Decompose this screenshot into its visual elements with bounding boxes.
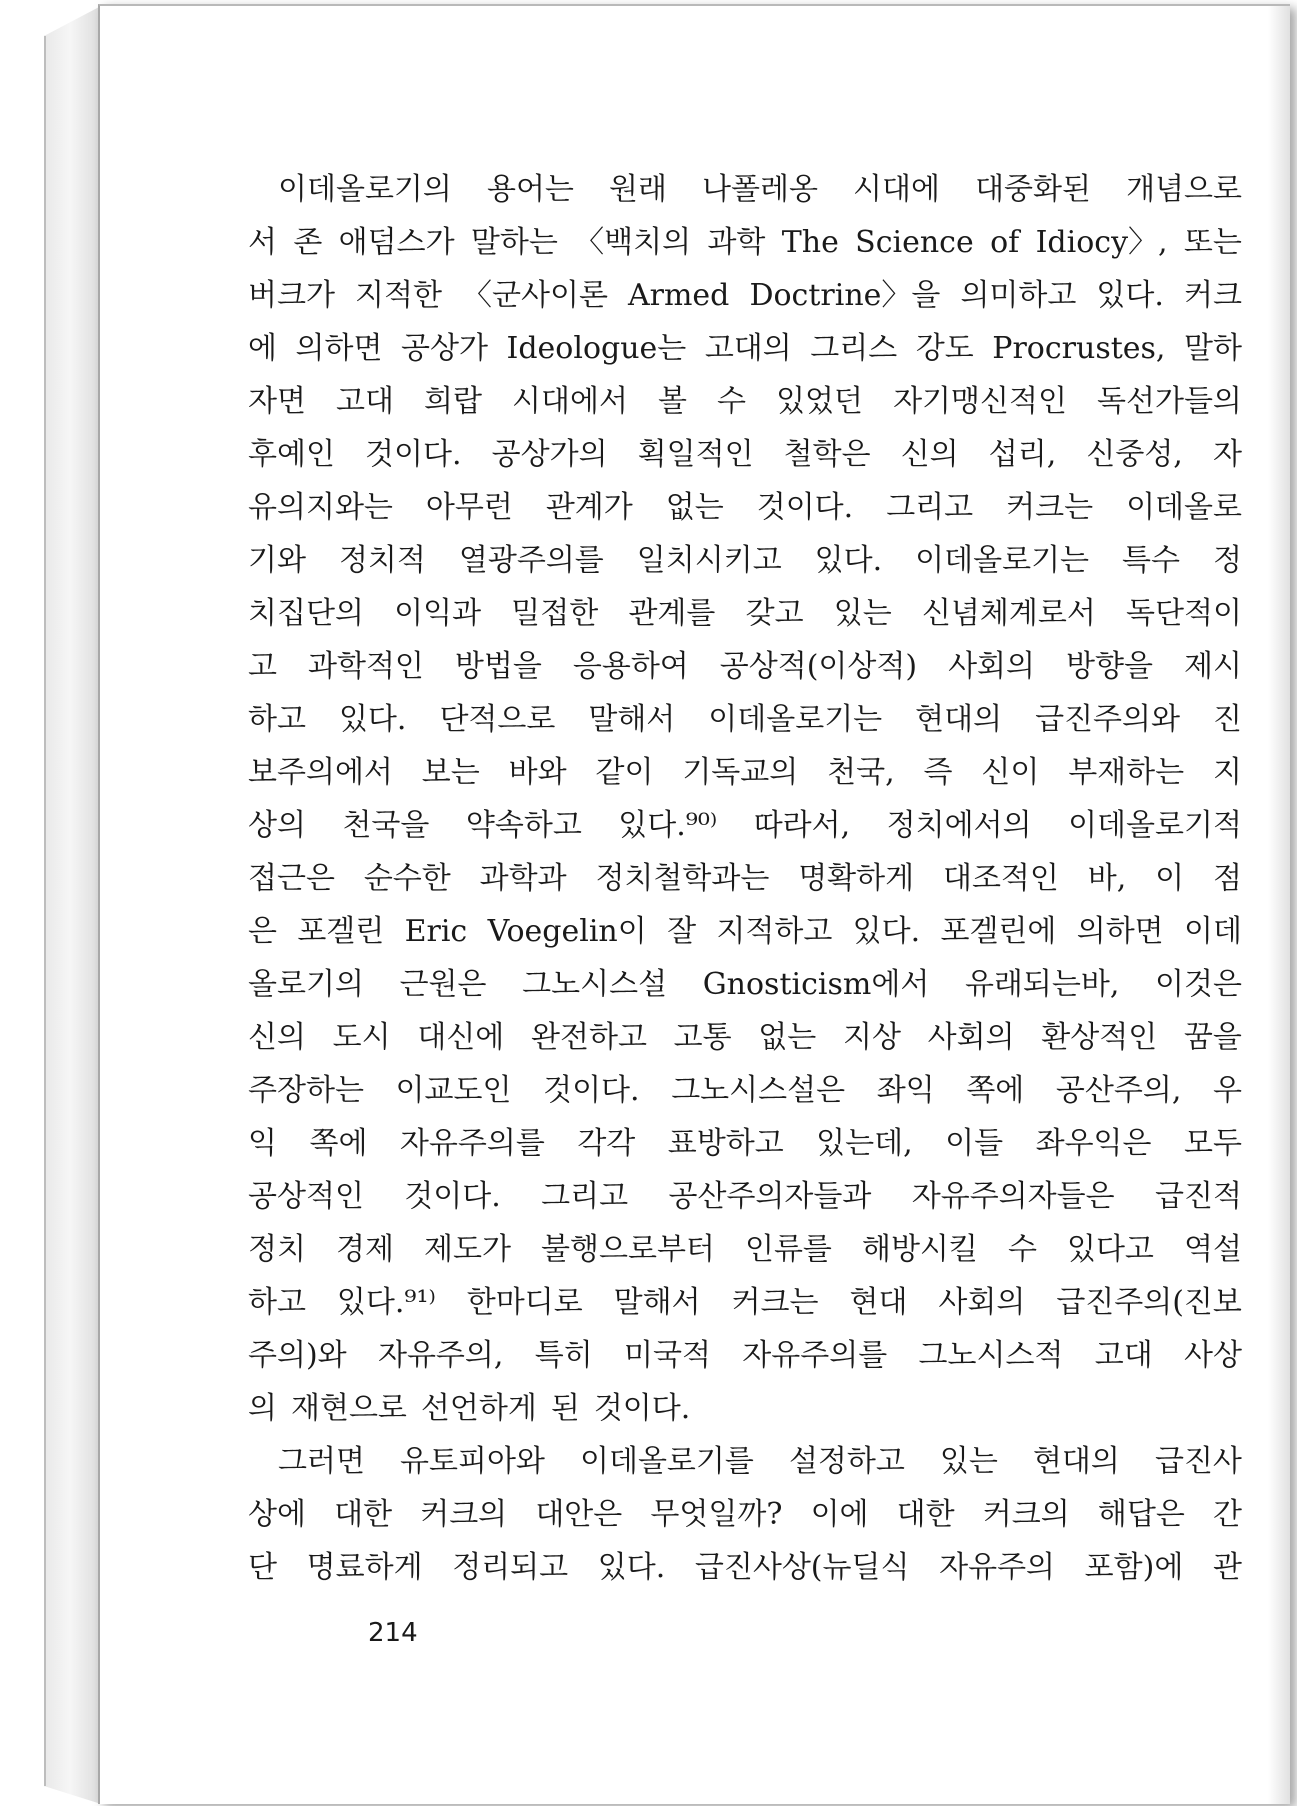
word: 유래되는바, xyxy=(964,967,1120,1002)
word: 자 xyxy=(1212,437,1242,472)
word: 이데올로기의 xyxy=(278,172,452,207)
word: 과학적인 xyxy=(307,649,424,684)
word: 쪽에 xyxy=(966,1073,1025,1108)
word: 없는 xyxy=(665,490,724,525)
word: 공상가의 xyxy=(491,437,608,472)
word: 강도 xyxy=(915,331,974,366)
word: 것이다. xyxy=(756,490,854,525)
word: 즉 xyxy=(923,755,953,790)
word: 선언하게 xyxy=(420,1391,537,1426)
word: 지 xyxy=(1212,755,1242,790)
word: 용어는 xyxy=(486,172,574,207)
word: 상에 xyxy=(248,1497,306,1532)
word: 이것은 xyxy=(1155,967,1242,1002)
word: 의하면 xyxy=(295,331,383,366)
word: 간 xyxy=(1212,1497,1242,1532)
word: 경제 xyxy=(336,1232,394,1267)
word: 방향을 xyxy=(1066,649,1153,684)
text-line xyxy=(248,1436,1242,1489)
word: 수 xyxy=(1007,1232,1037,1267)
word: 사회의 xyxy=(938,1285,1026,1320)
word: 대중화된 xyxy=(975,172,1091,207)
word: 신이 xyxy=(981,755,1040,790)
word: 있다고 xyxy=(1066,1232,1154,1267)
word: 이익과 xyxy=(394,596,482,631)
word: 대한 xyxy=(334,1497,393,1532)
word: 밀접한 xyxy=(511,596,599,631)
text-line xyxy=(248,1171,1242,1224)
word: Idiocy〉, xyxy=(1035,225,1168,260)
word: 진 xyxy=(1212,702,1242,737)
word: 커크 xyxy=(1183,278,1242,313)
word: 서 xyxy=(248,225,277,260)
word: 열광주의를 xyxy=(458,543,604,578)
word: 따라서, xyxy=(753,808,851,843)
word: Doctrine〉을 xyxy=(749,278,941,313)
word: 급진주의(진보 xyxy=(1056,1285,1242,1320)
word: 정치철학과는 xyxy=(595,861,770,896)
text-line xyxy=(248,1224,1242,1277)
word: 〈군사이론 xyxy=(462,278,608,313)
word: 사회의 xyxy=(927,1020,1015,1055)
word: 그리스 xyxy=(810,331,898,366)
word: 쪽에 xyxy=(309,1126,368,1161)
word: 있다.⁹⁰⁾ xyxy=(618,808,718,843)
word: 이데올로기는 xyxy=(915,543,1090,578)
word: of xyxy=(990,225,1020,260)
word: 그노시스설은 xyxy=(671,1073,846,1108)
word: 희랍 xyxy=(424,384,482,419)
word: Voegelin이 xyxy=(487,914,647,949)
word: 자유주의를 xyxy=(399,1126,545,1161)
text-line xyxy=(248,217,1242,270)
word: 신념체계로서 xyxy=(921,596,1096,631)
word: 독단적이 xyxy=(1126,596,1242,631)
word: 자유주의 xyxy=(939,1550,1056,1585)
text-line xyxy=(248,694,1242,747)
word: 역설 xyxy=(1183,1232,1242,1267)
word: 버크가 xyxy=(248,278,335,313)
word: 또는 xyxy=(1183,225,1242,260)
word: 해방시킬 xyxy=(861,1232,978,1267)
word: 공상적(이상적) xyxy=(719,649,918,684)
word: 수 xyxy=(717,384,747,419)
word: 천국, xyxy=(827,755,895,790)
word: 그러면 xyxy=(278,1444,365,1479)
word: 존 xyxy=(293,225,323,260)
word: 에 xyxy=(248,331,277,366)
word: 현대 xyxy=(849,1285,908,1320)
word: 올로기의 xyxy=(248,967,364,1002)
word: 우 xyxy=(1213,1073,1242,1108)
word: The xyxy=(781,225,839,260)
word: 신의 xyxy=(900,437,959,472)
word: 포함)에 xyxy=(1084,1550,1184,1585)
word: 이교도인 xyxy=(395,1073,512,1108)
word: 대한 xyxy=(896,1497,955,1532)
word: 고대 xyxy=(336,384,394,419)
word: 〈백치의 xyxy=(574,225,692,260)
word: 정치적 xyxy=(338,543,426,578)
word: 보주의에서 xyxy=(248,755,393,790)
word: 완전하고 xyxy=(531,1020,647,1055)
text-line xyxy=(248,1330,1242,1383)
word: 상의 xyxy=(248,808,306,843)
word: 관계를 xyxy=(628,596,716,631)
word: 신중성, xyxy=(1086,437,1183,472)
word: 과학과 xyxy=(479,861,567,896)
word: 유의지와는 xyxy=(248,490,393,525)
word: 갖고 xyxy=(745,596,804,631)
word: 포겔린 xyxy=(297,914,385,949)
word: 있는 xyxy=(939,1444,998,1479)
word: 현대의 xyxy=(1032,1444,1120,1479)
word: 명확하게 xyxy=(798,861,915,896)
word: 것이다. xyxy=(404,1179,501,1214)
word: 시대에서 xyxy=(512,384,628,419)
word: 단적으로 xyxy=(439,702,556,737)
word: 바와 xyxy=(508,755,567,790)
book-spine-edge xyxy=(44,36,46,1786)
word: 접근은 xyxy=(248,861,335,896)
word: 사회의 xyxy=(948,649,1036,684)
word: 그리고 xyxy=(541,1179,629,1214)
word: 공상가 xyxy=(401,331,488,366)
word: 이들 xyxy=(945,1126,1004,1161)
word: 개념으로 xyxy=(1126,172,1242,207)
word: 은 xyxy=(248,914,277,949)
word: 응용하여 xyxy=(572,649,689,684)
word: 관 xyxy=(1212,1550,1242,1585)
word: 고통 xyxy=(673,1020,732,1055)
word: 섭리, xyxy=(988,437,1057,472)
word: 재현으로 xyxy=(290,1391,407,1426)
word: 것이다. xyxy=(365,437,462,472)
word: Gnosticism에서 xyxy=(702,967,930,1002)
word: 좌익 xyxy=(876,1073,935,1108)
text-line xyxy=(248,1383,1242,1436)
word: 시대에 xyxy=(853,172,940,207)
word: 이데올로기적 xyxy=(1068,808,1242,843)
word: 고대의 xyxy=(704,331,792,366)
word: 환상적인 xyxy=(1041,1020,1158,1055)
word: 미국적 xyxy=(624,1338,711,1373)
text-line xyxy=(248,1277,1242,1330)
word: 설정하고 xyxy=(788,1444,905,1479)
text-line xyxy=(248,906,1242,959)
word: 볼 xyxy=(658,384,687,419)
word: 그노시스적 xyxy=(918,1338,1064,1373)
word: 정리되고 xyxy=(452,1550,569,1585)
word: 신의 xyxy=(248,1020,306,1055)
word: 커크는 xyxy=(1006,490,1094,525)
word: 제도가 xyxy=(424,1232,511,1267)
word: 고대 xyxy=(1094,1338,1153,1373)
word: 모두 xyxy=(1184,1126,1242,1161)
word: 약속하고 xyxy=(465,808,582,843)
word: 치집단의 xyxy=(248,596,364,631)
word: 근원은 xyxy=(399,967,487,1002)
word: 주장하는 xyxy=(248,1073,364,1108)
word: 무엇일까? xyxy=(650,1497,783,1532)
word: 급진사 xyxy=(1154,1444,1242,1479)
word: 아무런 xyxy=(425,490,513,525)
word: 획일적인 xyxy=(637,437,754,472)
word: 기독교의 xyxy=(682,755,799,790)
word: 자면 xyxy=(248,384,306,419)
word: 있는데, xyxy=(816,1126,913,1161)
word: Armed xyxy=(627,278,730,313)
word: 자기맹신적인 xyxy=(893,384,1067,419)
page-edge-shadow xyxy=(1268,6,1290,1804)
word: 말하 xyxy=(1184,331,1242,366)
word: 애덤스가 xyxy=(338,225,455,260)
word: 있었던 xyxy=(776,384,864,419)
word: 있다. xyxy=(1096,278,1164,313)
word: 이데올로기를 xyxy=(579,1444,754,1479)
word: 바, xyxy=(1087,861,1127,896)
word: 도시 xyxy=(332,1020,391,1055)
word: 일치시키고 xyxy=(636,543,782,578)
word: Procrustes, xyxy=(992,331,1166,366)
word: 이데 xyxy=(1184,914,1242,949)
word: 있다. xyxy=(852,914,921,949)
book-spine xyxy=(44,6,101,1804)
text-line xyxy=(248,641,1242,694)
word: 부재하는 xyxy=(1068,755,1185,790)
word: 급진적 xyxy=(1154,1179,1242,1214)
word: 해답은 xyxy=(1097,1497,1185,1532)
word: 포겔린에 xyxy=(940,914,1057,949)
word: Ideologue는 xyxy=(506,331,687,366)
word: 각각 xyxy=(577,1126,636,1161)
word: 유토피아와 xyxy=(400,1444,545,1479)
word: 급진사상(뉴딜식 xyxy=(694,1550,910,1585)
text-line xyxy=(248,164,1242,217)
text-line xyxy=(248,959,1242,1012)
word: 것이다. xyxy=(543,1073,640,1108)
text-line xyxy=(248,482,1242,535)
word: 현대의 xyxy=(915,702,1003,737)
word: 익 xyxy=(248,1126,277,1161)
word: 정치에서의 xyxy=(886,808,1032,843)
word: 나폴레옹 xyxy=(702,172,818,207)
word: 있다. xyxy=(597,1550,666,1585)
word: 공산주의자들과 xyxy=(668,1179,872,1214)
word: 이데올로기는 xyxy=(708,702,883,737)
word: 있다. xyxy=(814,543,883,578)
word: 자유주의자들은 xyxy=(911,1179,1115,1214)
word: 커크의 xyxy=(420,1497,508,1532)
word: Science xyxy=(855,225,974,260)
word: 급진주의와 xyxy=(1035,702,1180,737)
text-line xyxy=(248,747,1242,800)
word: 그노시스설 xyxy=(522,967,668,1002)
word: 기와 xyxy=(248,543,306,578)
word: 독선가들의 xyxy=(1097,384,1242,419)
word: 의 xyxy=(248,1391,277,1426)
word: 사상 xyxy=(1184,1338,1242,1373)
word: 과학 xyxy=(707,225,766,260)
word: 공산주의, xyxy=(1055,1073,1182,1108)
word: 고 xyxy=(248,649,277,684)
text-line xyxy=(248,1118,1242,1171)
word: 있는 xyxy=(833,596,892,631)
word: 공상적인 xyxy=(248,1179,364,1214)
text-line xyxy=(248,535,1242,588)
word: 천국을 xyxy=(342,808,430,843)
word: 커크는 xyxy=(731,1285,819,1320)
word: 된 xyxy=(550,1391,580,1426)
text-line xyxy=(248,429,1242,482)
word: 꿈을 xyxy=(1183,1020,1242,1055)
word: 제시 xyxy=(1183,649,1242,684)
word: 정 xyxy=(1212,543,1242,578)
word: 자유주의, xyxy=(377,1338,504,1373)
word: 좌우익은 xyxy=(1035,1126,1152,1161)
text-line xyxy=(248,1489,1242,1542)
word: 커크의 xyxy=(982,1497,1070,1532)
word: 철학은 xyxy=(783,437,871,472)
word: 보는 xyxy=(421,755,480,790)
word: 있다.⁹¹⁾ xyxy=(336,1285,436,1320)
word: 이 xyxy=(1155,861,1185,896)
text-line xyxy=(248,323,1242,376)
body-text xyxy=(248,164,1242,1595)
text-line xyxy=(248,588,1242,641)
word: 주의)와 xyxy=(248,1338,347,1373)
word: 점 xyxy=(1212,861,1242,896)
word: 지적하고 xyxy=(716,914,833,949)
word: 인류를 xyxy=(744,1232,832,1267)
word: 이데올로 xyxy=(1126,490,1242,525)
word: 한마디로 xyxy=(466,1285,583,1320)
text-line xyxy=(248,270,1242,323)
word: 있다. xyxy=(338,702,407,737)
text-line xyxy=(248,800,1242,853)
word: 잘 xyxy=(667,914,697,949)
word: 말해서 xyxy=(613,1285,701,1320)
word: 말하는 xyxy=(470,225,558,260)
word: 특히 xyxy=(534,1338,593,1373)
word: 방법을 xyxy=(454,649,542,684)
book-page xyxy=(98,4,1290,1804)
text-line xyxy=(248,1542,1242,1595)
word: 하고 xyxy=(248,702,306,737)
word: 표방하고 xyxy=(667,1126,784,1161)
word: 지적한 xyxy=(355,278,442,313)
word: 특수 xyxy=(1122,543,1180,578)
word: 후예인 xyxy=(248,437,335,472)
word: 같이 xyxy=(595,755,654,790)
text-line xyxy=(248,376,1242,429)
word: 대신에 xyxy=(417,1020,505,1055)
word: 정치 xyxy=(248,1232,306,1267)
word: 원래 xyxy=(609,172,667,207)
word: 자유주의를 xyxy=(742,1338,888,1373)
word: 이에 xyxy=(810,1497,869,1532)
word: 그리고 xyxy=(886,490,974,525)
word: 관계가 xyxy=(545,490,633,525)
page-number: 214 xyxy=(368,1618,418,1648)
word: 대조적인 xyxy=(942,861,1059,896)
word: 의하면 xyxy=(1076,914,1164,949)
word: 말해서 xyxy=(588,702,676,737)
word: 대안은 xyxy=(535,1497,623,1532)
word: 순수한 xyxy=(363,861,451,896)
word: 명료하게 xyxy=(306,1550,423,1585)
text-line xyxy=(248,853,1242,906)
word: 하고 xyxy=(248,1285,306,1320)
word: 것이다. xyxy=(593,1391,691,1426)
word: 지상 xyxy=(842,1020,901,1055)
word: 의미하고 xyxy=(960,278,1077,313)
text-line xyxy=(248,1012,1242,1065)
text-line xyxy=(248,1065,1242,1118)
word: 불행으로부터 xyxy=(541,1232,715,1267)
word: 단 xyxy=(248,1550,277,1585)
word: Eric xyxy=(404,914,468,949)
word: 없는 xyxy=(758,1020,817,1055)
